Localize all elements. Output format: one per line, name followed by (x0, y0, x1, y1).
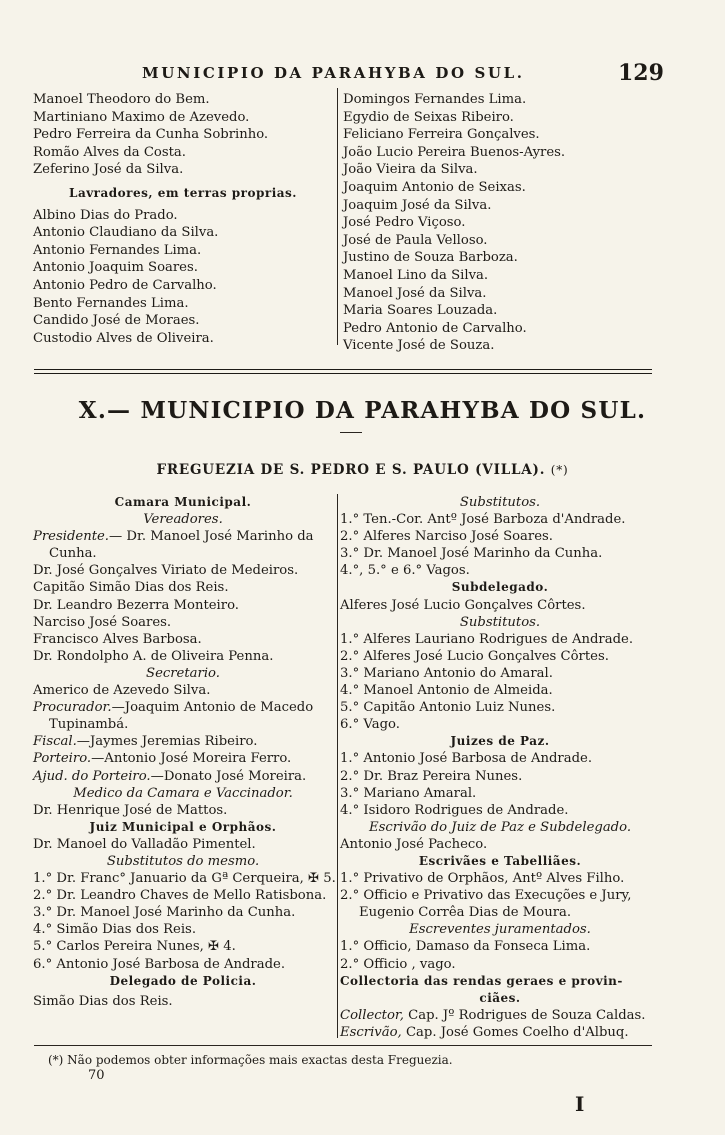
substitutos-heading: Substitutos do mesmo. (106, 853, 260, 869)
secretario: Americo de Azevedo Silva. (33, 683, 211, 699)
escrivao-item (340, 887, 660, 904)
list-item: Bento Fernandes Lima. (33, 295, 189, 311)
collectoria-heading: Collectoria das rendas geraes e provin- (340, 973, 623, 988)
juiz-name: Mariano Amaral. (363, 785, 477, 801)
ordinal: 5.° (33, 939, 53, 955)
footnote-marker: (*) (550, 463, 569, 477)
list-item: Joaquim José da Silva. (343, 197, 492, 213)
substituto-name: Dr. Manoel José Marinho da Cunha. (363, 546, 603, 562)
juiz: Dr. Manoel do Valladão Pimentel. (33, 836, 256, 852)
list-item: Justino de Souza Barboza. (343, 250, 518, 266)
ordinal: 4.° (340, 683, 360, 699)
list-item: Pedro Ferreira da Cunha Sobrinho. (33, 127, 269, 143)
list-item: Antonio Joaquim Soares. (33, 260, 198, 276)
list-item: Candido José de Moraes. (33, 313, 200, 329)
escrivaes-heading: Escrivães e Tabelliães. (418, 853, 582, 868)
section-divider (34, 369, 652, 374)
escrivao-name: Privativo de Orphãos, Antº Alves Filho. (363, 871, 625, 887)
juiz-name: Isidoro Rodrigues de Andrade. (363, 802, 569, 818)
substituto-name: 5.° e 6.° Vagos. (367, 563, 470, 579)
ordinal: 4.° (33, 922, 53, 938)
title-rule (340, 432, 362, 433)
escreventes-heading: Escreventes juramentados. (409, 922, 591, 938)
ajud-line (33, 768, 333, 785)
escrivao: Antonio José Pacheco. (340, 836, 488, 852)
vereadores-heading: Vereadores. (143, 512, 223, 528)
camara-heading: Camara Municipal. (114, 495, 252, 509)
ordinal: 6.° (33, 956, 53, 972)
substituto (340, 648, 660, 665)
delegado-heading: Delegado de Policia. (109, 973, 257, 988)
porteiro-name: Antonio José Moreira Ferro. (104, 751, 292, 767)
list-item: Romão Alves da Costa. (33, 144, 186, 160)
vereador: Narciso José Soares. (33, 614, 172, 630)
substituto (33, 870, 336, 887)
ordinal: 1.° (340, 631, 360, 647)
list-item: Manoel Theodoro do Bem. (33, 92, 210, 107)
vereador: Francisco Alves Barbosa. (33, 631, 202, 647)
escrevente (340, 956, 660, 973)
juiz-name: Dr. Braz Pereira Nunes. (363, 768, 523, 784)
substituto-name: Vago. (363, 717, 400, 733)
substituto (33, 921, 333, 938)
substituto (340, 699, 660, 716)
juiz-paz (340, 802, 660, 819)
signature-mark: I (575, 1092, 585, 1116)
medico-heading: Medico da Camara e Vaccinador. (73, 785, 293, 801)
column-divider (337, 88, 338, 345)
lower-right-column (340, 494, 660, 1041)
substituto (340, 528, 660, 545)
list-item: Antonio Claudiano da Silva. (33, 225, 219, 241)
escrevente (340, 938, 660, 955)
substituto (340, 716, 660, 733)
fiscal-line (33, 733, 333, 750)
procurador-label: Procurador.— (33, 700, 125, 716)
lavradores-heading: Lavradores, em terras proprias. (69, 185, 297, 200)
footnote (48, 1053, 453, 1083)
list-item: Manoel José da Silva. (343, 285, 487, 301)
list-item: Pedro Antonio de Carvalho. (343, 320, 527, 336)
substituto-name: Carlos Pereira Nunes, ✠ 4. (56, 939, 236, 955)
running-header (0, 60, 725, 88)
ordinal: 3.° (340, 785, 360, 801)
substituto-name: Dr. Franc° Januario da Gª Cerqueira, ✠ 5. (56, 871, 336, 887)
secretario-heading: Secretario. (146, 665, 220, 681)
ordinal: 1.° (340, 512, 360, 528)
ordinal: 2.° (33, 888, 53, 904)
juiz-paz (340, 750, 660, 767)
substituto-name: Dr. Leandro Chaves de Mello Ratisbona. (56, 888, 327, 904)
juiz-paz (340, 768, 660, 785)
page-number: 129 (618, 60, 664, 86)
substituto-name: Antonio José Barbosa de Andrade. (56, 956, 286, 972)
substituto (33, 887, 333, 904)
escrivao2-line (340, 1024, 660, 1041)
juizes-heading: Juizes de Paz. (450, 734, 550, 749)
subdelegado-heading: Subdelegado. (451, 580, 549, 595)
escrivao-item (340, 870, 660, 887)
procurador-cont: Tupinambá. (49, 717, 129, 733)
subdelegado: Alferes José Lucio Gonçalves Côrtes. (340, 597, 586, 613)
list-item: Martiniano Maximo de Azevedo. (33, 109, 250, 125)
juiz-name: Antonio José Barbosa de Andrade. (363, 751, 593, 767)
ordinal: 1.° (340, 751, 360, 767)
freguezia-title (0, 462, 725, 478)
top-right-column (343, 91, 643, 355)
ordinal: 6.° (340, 717, 360, 733)
presidente-label: Presidente.— (33, 529, 123, 545)
list-item: Zeferino José da Silva. (33, 162, 184, 178)
list-item: Joaquim Antonio de Seixas. (343, 179, 526, 195)
substituto (340, 545, 660, 562)
ordinal: 2.° (340, 648, 360, 664)
list-item: Feliciano Ferreira Gonçalves. (343, 127, 540, 143)
substitutos-heading: Substitutos. (459, 495, 541, 510)
ordinal: 1.° (340, 939, 360, 955)
substituto (340, 682, 660, 699)
ordinal: 4.° (340, 802, 360, 818)
collector-name: Cap. Jº Rodrigues de Souza Caldas. (408, 1007, 646, 1023)
ajud-name: Donato José Moreira. (163, 768, 307, 784)
vereador: Dr. José Gonçalves Viriato de Medeiros. (33, 563, 299, 579)
escrevente-name: Officio, Damaso da Fonseca Lima. (363, 939, 591, 955)
list-item: Egydio de Seixas Ribeiro. (343, 109, 514, 125)
substituto (340, 631, 660, 648)
substituto (340, 665, 660, 682)
presidente-cont: Cunha. (49, 546, 97, 562)
delegado: Simão Dias dos Reis. (33, 993, 173, 1009)
escrevente-name: Officio , vago. (363, 956, 456, 972)
escrivao-heading: Escrivão do Juiz de Paz e Subdelegado. (368, 819, 632, 835)
list-item: João Lucio Pereira Buenos-Ayres. (343, 144, 566, 160)
ordinal: 3.° (340, 665, 360, 681)
substituto-name: Capitão Antonio Luiz Nunes. (363, 700, 556, 716)
escrivao2-label: Escrivão, (340, 1024, 402, 1040)
header-title: MUNICIPIO DA PARAHYBA DO SUL. (142, 64, 525, 82)
list-item: José Pedro Viçoso. (343, 215, 466, 231)
escrivao2-name: Cap. José Gomes Coelho d'Albuq. (405, 1024, 629, 1040)
substituto (340, 562, 660, 579)
collectoria-heading-cont: ciães. (479, 990, 521, 1005)
juiz-heading: Juiz Municipal e Orphãos. (89, 819, 277, 834)
substituto (33, 956, 333, 973)
ordinal: 3.° (33, 905, 53, 921)
list-item: Antonio Fernandes Lima. (33, 242, 202, 258)
substituto-name: Mariano Antonio do Amaral. (363, 665, 553, 681)
ordinal: 1.° (33, 871, 53, 887)
ajud-label: Ajud. do Porteiro.— (33, 768, 164, 784)
medico: Dr. Henrique José de Mattos. (33, 802, 228, 818)
ordinal: 2.° (340, 529, 360, 545)
substituto-name: Alferes José Lucio Gonçalves Côrtes. (363, 648, 609, 664)
list-item: Manoel Lino da Silva. (343, 267, 489, 283)
footer-rule (34, 1045, 652, 1046)
ordinal: 3.° (340, 546, 360, 562)
vereador: Dr. Leandro Bezerra Monteiro. (33, 597, 239, 613)
list-item: Vicente José de Souza. (343, 338, 495, 354)
fiscal-name: Jaymes Jeremias Ribeiro. (89, 734, 258, 750)
ordinal: 2.° (340, 888, 360, 904)
fiscal-label: Fiscal.— (33, 734, 90, 750)
list-item: João Vieira da Silva. (343, 162, 478, 178)
list-item: Custodio Alves de Oliveira. (33, 330, 214, 346)
substituto-name: Manoel Antonio de Almeida. (363, 683, 553, 699)
ordinal: 5.° (340, 700, 360, 716)
collector-line (340, 1007, 660, 1024)
substituto (340, 511, 660, 528)
vereador: Dr. Rondolpho A. de Oliveira Penna. (33, 648, 274, 664)
vereador: Capitão Simão Dias dos Reis. (33, 580, 229, 596)
escrivao-name: Officio e Privativo das Execuções e Jury, (363, 888, 632, 904)
procurador-name: Joaquim Antonio de Macedo (124, 700, 314, 716)
section-title: X.— MUNICIPIO DA PARAHYBA DO SUL. (78, 397, 647, 424)
substituto-name: Simão Dias dos Reis. (56, 922, 197, 938)
list-item: Domingos Fernandes Lima. (343, 92, 527, 107)
ordinal: 2.° (340, 956, 360, 972)
substituto (33, 938, 333, 955)
list-item: Albino Dias do Prado. (33, 207, 178, 223)
ordinal: 2.° (340, 768, 360, 784)
escrivao-item (340, 904, 660, 921)
escrivao-name: Eugenio Corrêa Dias de Moura. (359, 905, 572, 921)
ordinal: 1.° (340, 871, 360, 887)
presidente-name: Dr. Manoel José Marinho da (126, 529, 314, 545)
lower-left-column (33, 494, 336, 1010)
substituto-name: Dr. Manoel José Marinho da Cunha. (56, 905, 296, 921)
collector-label: Collector, (340, 1007, 404, 1023)
substituto-name: Ten.-Cor. Antº José Barboza d'Andrade. (363, 512, 626, 528)
list-item: Maria Soares Louzada. (343, 303, 498, 319)
juiz-paz (340, 785, 660, 802)
ordinal: 4.°, (340, 563, 364, 579)
porteiro-label: Porteiro.— (33, 751, 105, 767)
substituto (33, 904, 333, 921)
substitutos2-heading: Substitutos. (459, 614, 541, 630)
procurador-line (33, 699, 333, 716)
list-item: Antonio Pedro de Carvalho. (33, 277, 217, 293)
substituto-name: Alferes Lauriano Rodrigues de Andrade. (363, 631, 634, 647)
presidente-line (33, 528, 333, 545)
top-left-column (33, 91, 333, 347)
footnote-text: (*) Não podemos obter informações mais exactas desta Freguezia. (48, 1053, 453, 1067)
column-divider (337, 494, 338, 1038)
substituto-name: Alferes Narciso José Soares. (363, 529, 553, 545)
porteiro-line (33, 750, 333, 767)
list-item: José de Paula Velloso. (343, 232, 488, 248)
freguezia-name: FREGUEZIA DE S. PEDRO E S. PAULO (VILLA). (156, 462, 546, 478)
folio-number: 70 (88, 1068, 105, 1083)
